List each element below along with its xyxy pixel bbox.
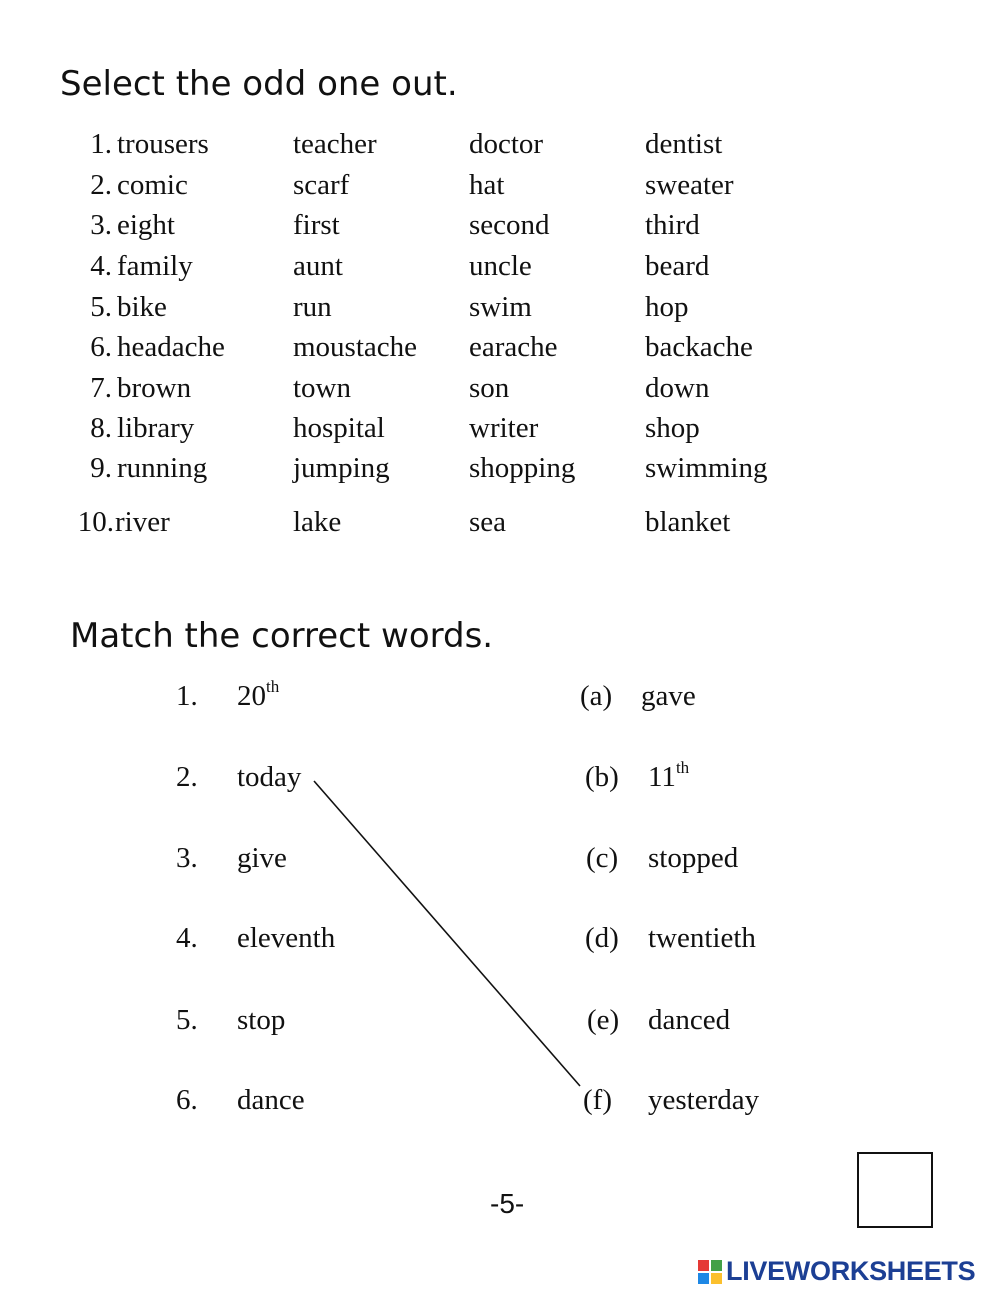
odd-word-option[interactable]: shopping <box>469 452 576 484</box>
odd-word-option[interactable]: running <box>117 452 208 484</box>
odd-row-number: 10. <box>77 506 114 538</box>
match-right-word-text: gave <box>641 680 696 712</box>
match-line-2-f[interactable] <box>314 781 580 1086</box>
odd-row-number: 9. <box>90 452 112 484</box>
odd-row-number: 2. <box>90 169 112 201</box>
matching-heading: Match the correct words. <box>70 616 494 656</box>
odd-word-option[interactable]: first <box>293 209 340 241</box>
match-right-letter: (b) <box>585 761 619 793</box>
odd-word-option[interactable]: sea <box>469 506 507 538</box>
odd-row-number: 7. <box>90 372 112 404</box>
odd-word-option[interactable]: blanket <box>645 506 731 538</box>
odd-word-option[interactable]: third <box>645 209 700 241</box>
odd-word-option[interactable]: headache <box>117 331 225 363</box>
odd-word-option[interactable]: river <box>115 506 170 538</box>
odd-word-option[interactable]: eight <box>117 209 175 241</box>
logo-mark-icon <box>698 1260 722 1284</box>
match-left-word-text: today <box>237 761 302 793</box>
odd-row-number: 4. <box>90 250 112 282</box>
odd-word-option[interactable]: bike <box>117 291 167 323</box>
match-left-word-text: give <box>237 842 287 874</box>
match-right-letter: (c) <box>586 842 619 874</box>
match-left-number: 2. <box>176 761 198 793</box>
odd-word-option[interactable]: moustache <box>293 331 418 363</box>
ordinal-suffix: th <box>266 677 280 696</box>
answer-box[interactable] <box>857 1152 933 1228</box>
match-right-word-text: stopped <box>648 842 739 874</box>
odd-word-option[interactable]: son <box>469 372 510 404</box>
odd-row-number: 1. <box>90 128 112 160</box>
odd-word-option[interactable]: shop <box>645 412 700 444</box>
match-left-word-text: eleventh <box>237 922 336 954</box>
odd-word-option[interactable]: sweater <box>645 169 734 201</box>
odd-word-option[interactable]: writer <box>469 412 539 444</box>
match-right-letter: (e) <box>587 1004 620 1036</box>
odd-word-option[interactable]: beard <box>645 250 710 282</box>
odd-word-option[interactable]: town <box>293 372 351 404</box>
match-right-letter: (d) <box>585 922 619 954</box>
odd-word-option[interactable]: hat <box>469 169 505 201</box>
odd-word-option[interactable]: swimming <box>645 452 768 484</box>
match-right-word-text: twentieth <box>648 922 756 954</box>
odd-row-number: 8. <box>90 412 112 444</box>
match-left-word-text: dance <box>237 1084 305 1116</box>
odd-word-option[interactable]: backache <box>645 331 753 363</box>
odd-word-option[interactable]: earache <box>469 331 558 363</box>
odd-word-option[interactable]: comic <box>117 169 188 201</box>
odd-row-number: 6. <box>90 331 112 363</box>
match-left-number: 3. <box>176 842 198 874</box>
odd-word-option[interactable]: run <box>293 291 332 323</box>
match-right-word-text: 11 <box>648 761 676 793</box>
odd-word-option[interactable]: family <box>117 250 193 282</box>
odd-word-option[interactable]: lake <box>293 506 342 538</box>
liveworksheets-logo <box>698 1256 975 1287</box>
odd-word-option[interactable]: hop <box>645 291 689 323</box>
odd-word-option[interactable]: brown <box>117 372 192 404</box>
odd-word-option[interactable]: second <box>469 209 550 241</box>
match-right-word-text: danced <box>648 1004 731 1036</box>
odd-word-option[interactable]: jumping <box>293 452 390 484</box>
match-left-word-text: 20 <box>237 680 266 712</box>
match-right-word-text: yesterday <box>648 1084 760 1116</box>
odd-word-option[interactable]: swim <box>469 291 532 323</box>
match-left-number: 6. <box>176 1084 198 1116</box>
odd-word-option[interactable]: trousers <box>117 128 209 160</box>
odd-word-option[interactable]: hospital <box>293 412 385 444</box>
match-left-number: 1. <box>176 680 198 712</box>
match-right-letter: (f) <box>583 1084 612 1116</box>
odd-word-option[interactable]: aunt <box>293 250 343 282</box>
odd-word-option[interactable]: scarf <box>293 169 350 201</box>
match-left-number: 5. <box>176 1004 198 1036</box>
match-right-letter: (a) <box>580 680 613 712</box>
odd-word-option[interactable]: uncle <box>469 250 532 282</box>
ordinal-suffix: th <box>675 758 690 777</box>
page-number: -5- <box>490 1188 525 1219</box>
match-left-word-text: stop <box>237 1004 286 1036</box>
odd-word-option[interactable]: teacher <box>293 128 377 160</box>
odd-row-number: 3. <box>90 209 112 241</box>
logo-text: LIVEWORKSHEETS <box>726 1256 976 1286</box>
odd-word-option[interactable]: doctor <box>469 128 544 160</box>
odd-word-option[interactable]: down <box>645 372 710 404</box>
match-left-number: 4. <box>176 922 198 954</box>
odd-one-out-heading: Select the odd one out. <box>60 64 458 104</box>
odd-word-option[interactable]: library <box>117 412 195 444</box>
odd-word-option[interactable]: dentist <box>645 128 723 160</box>
odd-row-number: 5. <box>90 291 112 323</box>
